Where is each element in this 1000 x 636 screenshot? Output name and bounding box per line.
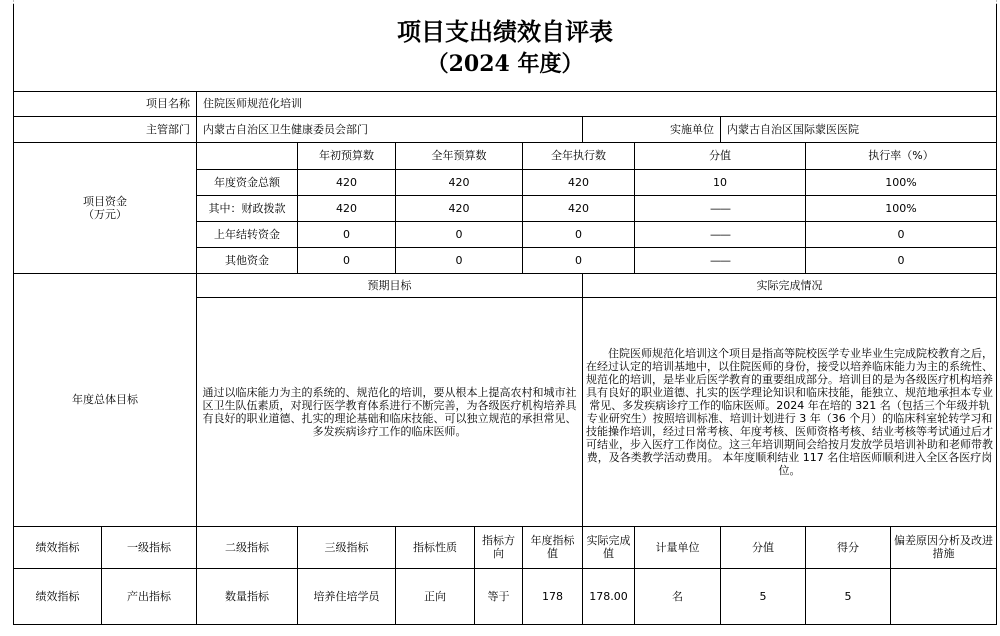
perf-cell: 培养住培学员 [298,568,396,624]
funds-corner-cell [197,142,298,169]
funds-label-line2: （万元） [83,207,127,221]
funds-cell: 100% [806,195,997,221]
perf-cell: 绩效指标 [14,568,102,624]
perf-header: 得分 [806,526,891,568]
perf-cell: 5 [721,568,806,624]
expected-goal-header: 预期目标 [197,273,583,297]
funds-cell: 420 [523,195,635,221]
funds-cell: 420 [298,195,396,221]
actual-result-text: 住院医师规范化培训这个项目是指高等院校医学专业毕业生完成院校教育之后，在经过认定的培训基地中，以住院医师的身份，接受以培养临床能力为主的系统性、规范化的培训，是毕业后医学教育的重要组成部分。培训目的是为各级医疗机构培养具有良好的职业道德、扎实的医学理论知识和临床技能，能独立、规范地承担本专业常见、多发疾病诊疗工作的临床医师。2024 年在培的 321 名（包括三个年级并轨专业研究生）按照培训标准、培训计划进行 3 年（36 个月）的临床科室轮转学习和技能操作培训，经过日常考核、年度考核、医师资格考核、结业考核等考试通过后才可结业，步入医疗工作岗位。这三年培训期间会给按月发放学员培训补助和老师带教费，及各类教学活动费用。 本年度顺利结业 117 名住培医师顺利进入全区各医疗岗位。 [583,297,997,526]
unit-label: 实施单位 [583,116,721,142]
funds-cell: 0 [298,247,396,273]
funds-cell: 420 [523,169,635,195]
project-name-value: 住院医师规范化培训 [197,91,997,116]
project-name-row [14,91,997,116]
funds-cell: 0 [396,247,523,273]
perf-header: 三级指标 [298,526,396,568]
funds-header: 全年执行数 [523,142,635,169]
goals-header-row [14,273,997,297]
perf-cell: 等于 [475,568,523,624]
funds-header: 执行率（%） [806,142,997,169]
funds-cell: 0 [806,247,997,273]
dept-label: 主管部门 [14,116,197,142]
funds-cell: 0 [523,247,635,273]
funds-cell: 100% [806,169,997,195]
perf-header: 实际完成值 [583,526,635,568]
title-row [14,4,997,91]
funds-cell: 0 [523,221,635,247]
perf-header: 年度指标值 [523,526,583,568]
actual-result-header: 实际完成情况 [583,273,997,297]
funds-row-label: 上年结转资金 [197,221,298,247]
dept-row [14,116,997,142]
perf-header: 二级指标 [197,526,298,568]
perf-header-row [14,526,997,568]
perf-cell: 名 [635,568,721,624]
goals-label: 年度总体目标 [14,273,197,526]
perf-data-row [14,568,997,624]
funds-cell: 10 [635,169,806,195]
funds-cell: —— [635,195,806,221]
dept-value: 内蒙古自治区卫生健康委员会部门 [197,116,583,142]
funds-cell: 0 [298,221,396,247]
perf-header: 分值 [721,526,806,568]
perf-header: 偏差原因分析及改进措施 [891,526,997,568]
perf-cell: 产出指标 [102,568,197,624]
funds-cell: 0 [396,221,523,247]
perf-cell: 数量指标 [197,568,298,624]
funds-row-label: 其中：财政拨款 [197,195,298,221]
funds-label-line1: 项目资金 [83,194,127,208]
funds-cell: —— [635,221,806,247]
perf-header: 指标性质 [396,526,475,568]
perf-cell: 5 [806,568,891,624]
funds-header-row [14,142,997,169]
perf-cell: 正向 [396,568,475,624]
funds-cell: —— [635,247,806,273]
project-name-label: 项目名称 [14,91,197,116]
title-cell [14,4,997,91]
funds-header: 分值 [635,142,806,169]
funds-header: 年初预算数 [298,142,396,169]
funds-label [14,142,197,273]
funds-cell: 420 [396,195,523,221]
page-title: 项目支出绩效自评表 [397,17,614,47]
perf-header: 一级指标 [102,526,197,568]
funds-header: 全年预算数 [396,142,523,169]
funds-row-label: 其他资金 [197,247,298,273]
page-subtitle: （2024 年度） [426,51,584,78]
funds-row-label: 年度资金总额 [197,169,298,195]
perf-cell: 178 [523,568,583,624]
unit-value: 内蒙古自治区国际蒙医医院 [721,116,997,142]
funds-cell: 0 [806,221,997,247]
perf-header: 计量单位 [635,526,721,568]
expected-goal-text: 通过以临床能力为主的系统的、规范化的培训，要从根本上提高农村和城市社区卫生队伍素质，对现行医学教育体系进行不断完善，为各级医疗机构培养具有良好的职业道德、扎实的理论基础和临床技能、可以独立规范的承担常见、多发疾病诊疗工作的临床医师。 [197,297,583,526]
funds-cell: 420 [298,169,396,195]
perf-cell: 178.00 [583,568,635,624]
perf-header: 绩效指标 [14,526,102,568]
perf-header: 指标方向 [475,526,523,568]
evaluation-table [13,4,997,625]
funds-cell: 420 [396,169,523,195]
perf-cell [891,568,997,624]
